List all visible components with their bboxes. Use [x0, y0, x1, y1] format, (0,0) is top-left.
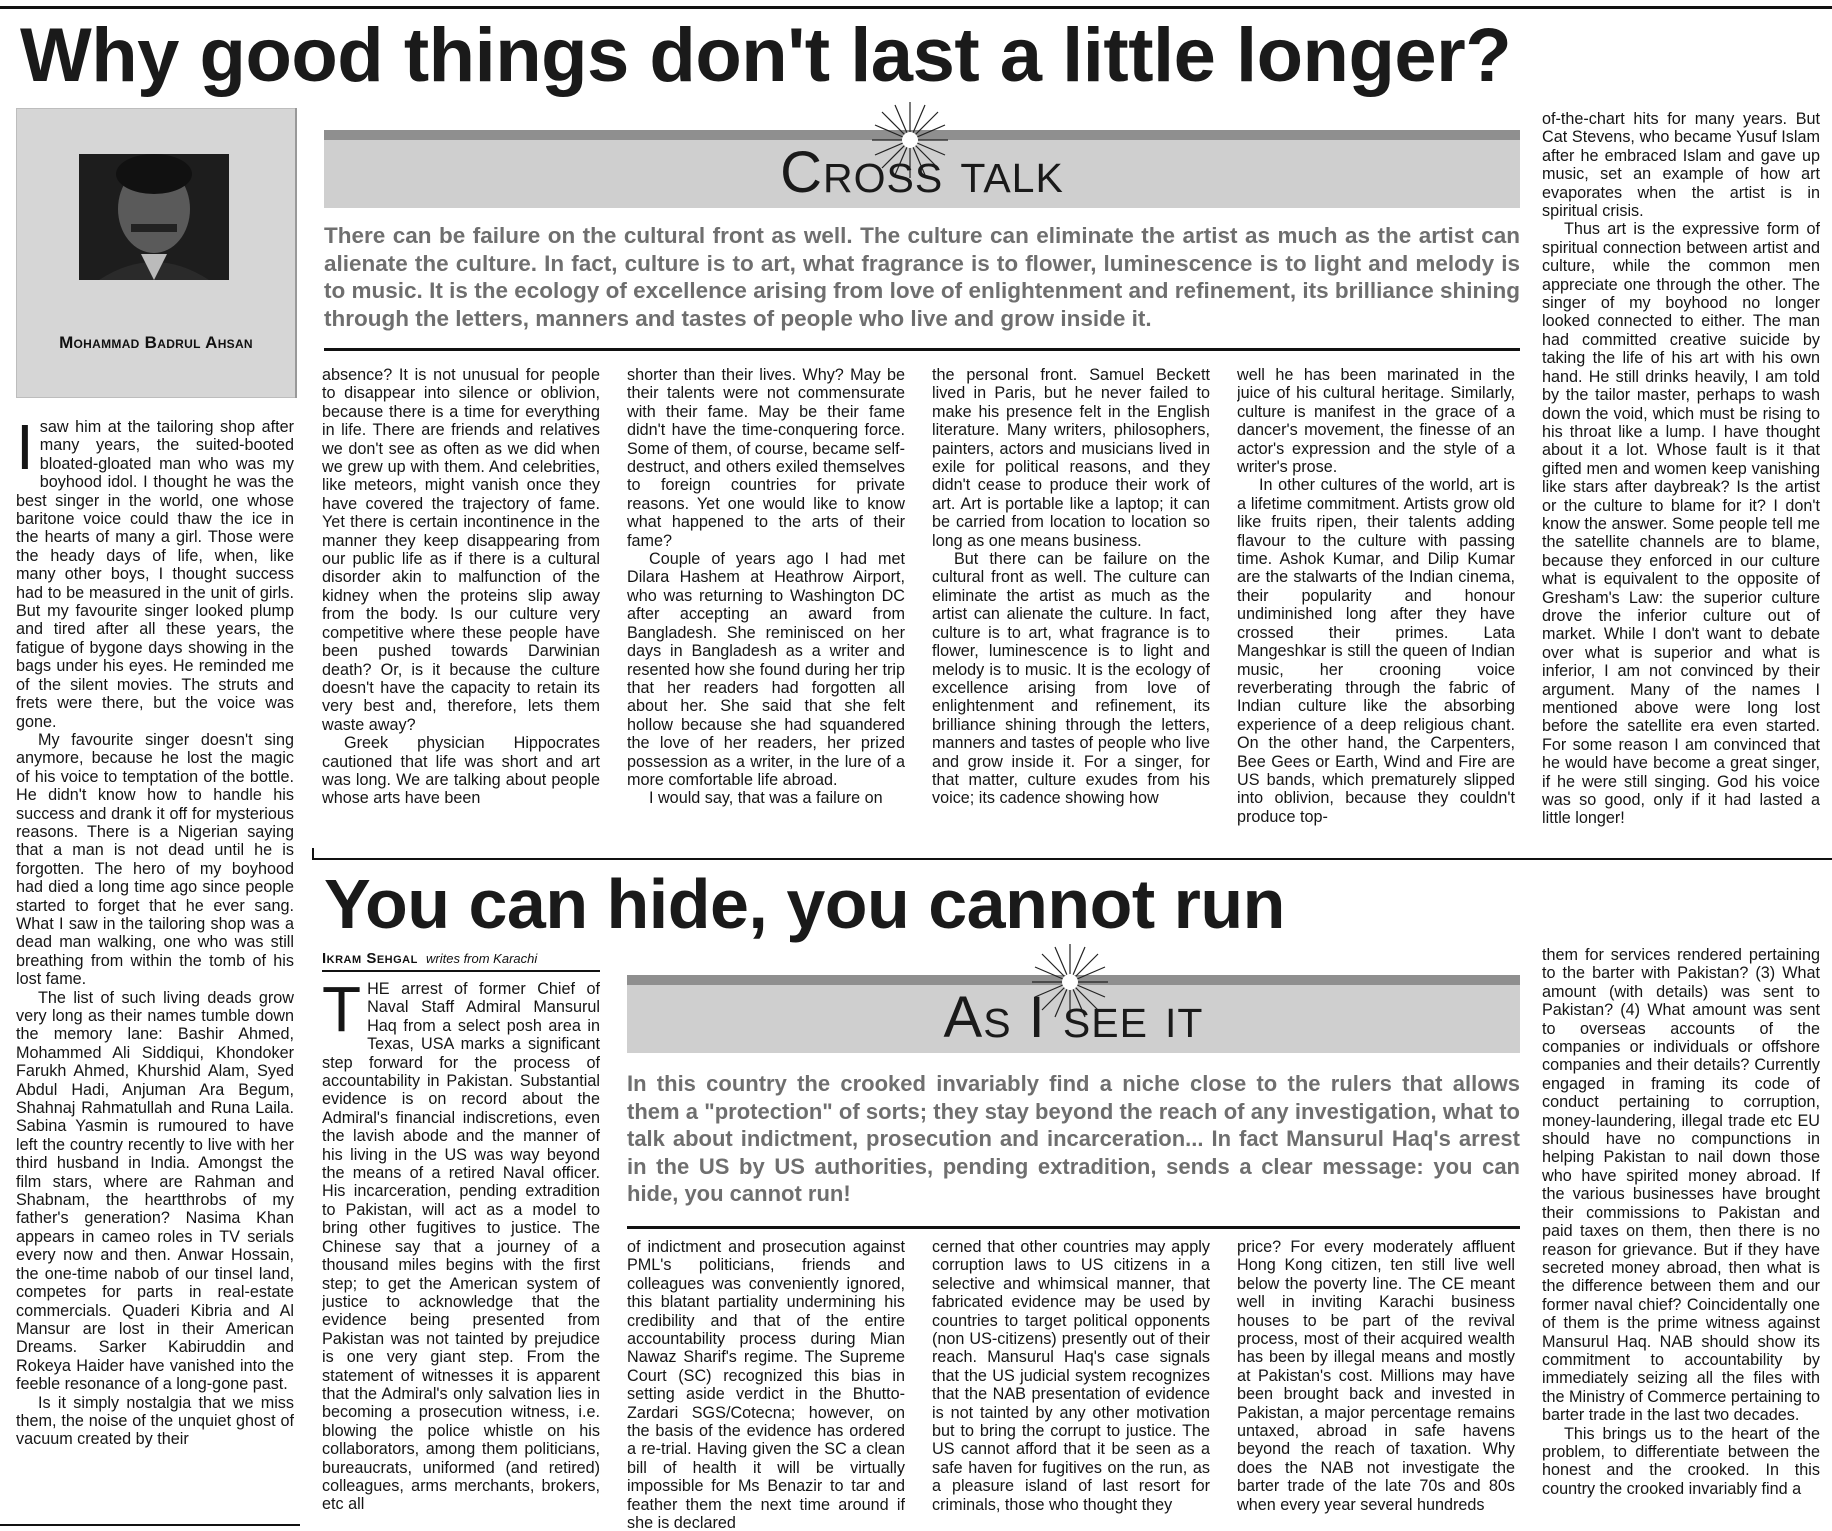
author-photo: [79, 154, 229, 280]
asiseeit-title: As I see it: [943, 985, 1204, 1050]
article1-col1-para: The list of such living deads grow very long as their names tumble down the memory lane: Bashir Ahmed, Mohammed Ali Siddiqui, Khondoker Farukh Ahmed, Khurshid Alam, Syed Abdul Hadi, Anjuman Ara Begum, Shahnaj Rahmatullah and Runa Laila. Sabina Yasmin is rumoured to have left the country recently to live with her third husband in India. Amongst the film stars, where are Rahman and Shabnam, the heartthrobs of my father's generation? Nasima Khan appears in cameo roles in TV serials every now and then. Anwar Hossain, the one-time nabob of our tinsel land, competes for parts in real-estate commercials. Quaderi Kibria and Al Mansur are lost in their American Dreams. Sarker Kabiruddin and Rokeya Haider have vanished into the feeble resonance of a long-gone past.: [16, 988, 294, 1394]
article1-author: Mohammad Badrul Ahsan: [59, 333, 253, 352]
author-photo-box: [16, 108, 296, 398]
article2-col1-para: HE arrest of former Chief of Naval Staff Admiral Mansurul Haq from a select posh area in Texas, USA marks a significant step forward for the process of accountability in Pakistan. Substantial evidence is on record about the Admiral's financial indiscretions, even the lavish abode and the manner of his living in the US was way beyond the means of a retired Naval officer. His incarceration, pending extradition to Pakistan, will act as a model to bring other fugitives to justice. The Chinese say that a journey of a thousand miles begins with the first step; to get the American system of justice to acknowledge that the evidence being presented from Pakistan was not tainted by prejudice is one very giant step. From the statement of witnesses it is apparent that the Admiral's only salvation lies in becoming a prosecution witness, i.e. blowing the police whistle on his collaborators, among them politicians, bureaucrats, uniformed (and retired) colleagues, arms merchants, brokers, etc all: [322, 980, 600, 1514]
article1-col3-para: I would say, that was a failure on: [649, 789, 883, 808]
article1-column-3: [627, 366, 905, 846]
article1-column-1: [16, 418, 294, 1528]
article1-column-5: [1237, 366, 1515, 846]
article1-col5-para: well he has been marinated in the juice of his cultural heritage. Similarly, culture is manifest in the grace of a dancer's movement, the finesse of an actor's expression and the style of a writer's prose.: [1237, 366, 1515, 477]
article1-col3-para: shorter than their lives. Why? May be their talents were not commensurate with their fame. May be their fame didn't have the time-conquering force. Some of them, of course, became self-destruct, and others exiled themselves to foreign countries for private reasons. Yet one would like to know what happened to the arts of their fame?: [627, 366, 905, 550]
author-box-right-rule: [295, 108, 297, 398]
article1-col4-para: the personal front. Samuel Beckett lived in Paris, but he never failed to make his presence felt in the English literature. Many writers, philosophers, painters, actors and musicians lived in exile for political reasons, and they didn't cease to produce their work of art. Art is portable like a laptop; it can be carried from location to location so long as one means business.: [932, 366, 1210, 550]
article1-standfirst: There can be failure on the cultural front as well. The culture can eliminate the artist as much as the artist can alienate the culture. In fact, culture is to art, what fragrance is to flower, luminescence is to light and melody is to music. It is the ecology of excellence arising from love of enlightenment and refinement, its brilliance shining through the letters, manners and tastes of people who live and grow inside it.: [324, 223, 1520, 331]
article1-column-6: [1542, 110, 1820, 846]
article2-col3-para: cerned that other countries may apply corruption laws to US citizens in a selective and whimsical manner, that fabricated evidence may be used by countries to target political opponents (non US-citizens) presently out of their reach. Mansurul Haq's case signals that the US judicial system recognizes that the NAB presentation of evidence is not tainted by any other motivation but to bring the corrupt to justice. The US cannot afford that it be seen as a safe haven for fugitives on the run, as a pleasure island of last resort for criminals, those who thought they: [932, 1238, 1210, 1514]
article1-col1-para: Is it simply nostalgia that we miss them, the noise of the unquiet ghost of vacuum created by their: [16, 1393, 294, 1449]
article-divider: [312, 858, 1832, 860]
article1-col1-para: My favourite singer doesn't sing anymore, because he lost the magic of his voice to temptation of the bottle. He didn't know how to handle his success and drank it off for mysterious reasons. There is a Nigerian saying that a man is not dead until he is forgotten. The hero of my boyhood had died a long time ago since people started to forget that he ever sang. What I saw in the tailoring shop was a dead man walking, one who was still breathing from within the tomb of his lost fame.: [16, 730, 294, 989]
article1-col5-para: In other cultures of the world, art is a lifetime commitment. Artists grow old like fruits ripen, their talents adding flavour to the culture with passing time. Ashok Kumar, and Dilip Kumar are the stalwarts of the Indian cinema, their popularity and honour undiminished long after they have crossed their primes. Lata Mangeshkar is still the queen of Indian music, her crooning voice reverberating through the fabric of Indian culture like the absorbing experience of a deep religious chant. On the other hand, the Carpenters, Bee Gees or Earth, Wind and Fire are US bands, which prematurely slipped into oblivion, because they couldn't produce top-: [1237, 476, 1515, 826]
article1-column-2: [322, 366, 600, 846]
article1-col1-para: saw him at the tailoring shop after many years, the suited-booted bloated-gloated man who was my boyhood idol. I thought he was the best singer in the world, one whose baritone voice could thaw the ice in the hearts of many a girl. Those were the heady days of life, when, like many other boys, I thought success had to be measured in the unit of girls. But my favourite singer looked plump and tired after all these years, the fatigue of bygone days showing in the bags under his eyes. He reminded me of the silent movies. The struts and frets were there, but the voice was gone.: [16, 418, 294, 731]
crosstalk-title: Cross talk: [780, 140, 1064, 205]
article2-headline: You can hide, you cannot run: [324, 865, 1285, 943]
article1-col4-para: But there can be failure on the cultural front as well. The culture can eliminate the artist as much as the artist can alienate the culture. In fact, culture is to art, what fragrance is to flower, luminescence is to light and melody is to music. It is the ecology of excellence arising from love of enlightenment and refinement, its brilliance shining through the letters, manners and tastes of people who live and grow inside it. For a singer, for that matter, culture exudes from his voice; its cadence showing how: [932, 550, 1210, 808]
article2-col4-para: price? For every moderately affluent Hong Kong citizen, ten still live well below the poverty line. The CE meant well in inviting Karachi business houses to be part of the revival process, most of their acquired wealth has been by illegal means and mostly at Pakistan's cost. Millions may have been brought back and invested in Pakistan, a major percentage remains untaxed, abroad in safe havens beyond the reach of taxation. Why does the NAB not investigate the barter trade of the late 70s and 80s when every year several hundreds: [1237, 1238, 1515, 1514]
article1-col6-para: Thus art is the expressive form of spiritual connection between artist and culture, while the common men appreciate one through the other. The singer of my boyhood no longer looked connected to either. The man had committed creative suicide by taking the life of his art with his own hand. He still drinks heavily, I am told by the tailor master, perhaps to wash down the void, which must be rising to his throat like a lump. I have thought about it a lot. Whose fault is it that gifted men and women keep vanishing like stars after daybreak? Is the artist or the culture to blame for it? I don't know the answer. Some people tell me the satellite channels are to blame, because they enforced in our culture what is equivalent to the opposite of Gresham's Law: the superior culture drove the inferior culture out of market. While I don't want to debate over what is superior and what is inferior, I am not convinced by their argument. Many of the names I mentioned above were long lost before the satellite era even started. For some reason I am convinced that he would have become a great singer, if he were still singing. God his voice was so good, only if it had lasted a little longer!: [1542, 220, 1820, 828]
article2-col2-para: of indictment and prosecution against PML's politicians, friends and colleagues was conveniently ignored, this blatant partiality undermining his credibility and that of the entire accountability process during Mian Nawaz Sharif's regime. The Supreme Court (SC) recognized this bias in setting aside verdict in the Bhutto-Zardari SGS/Cotecna; however, on the basis of the evidence has ordered a re-trial. Having given the SC a clean bill of health it will be virtually impossible for Ms Benazir to tar and feather them the next time around if she is declared: [627, 1238, 905, 1531]
article2-standfirst: In this country the crooked invariably find a niche close to the rulers that allows them a "protection" of sorts; they stay beyond the reach of any investigation, what to talk about indictment, prosecution and incarceration... In fact Mansurul Haq's arrest in the US by US authorities, pending extradition, sends a clear message: you can hide, you cannot run!: [627, 1071, 1520, 1206]
article2-byline: [322, 950, 600, 967]
article2-author-suffix: writes from Karachi: [426, 951, 538, 966]
article1-col2-para: Greek physician Hippocrates cautioned that life was short and art was long. We are talking about people whose arts have been: [322, 734, 600, 808]
article2-col5-para: This brings us to the heart of the problem, to differentiate between the honest and the crooked. In this country the crooked invariably find a: [1542, 1424, 1820, 1498]
article2-column-4: [1237, 1238, 1515, 1531]
article2-dropcap: T: [322, 980, 362, 1045]
article2-byline-rule: [322, 970, 600, 972]
article2-author: Ikram Sehgal: [322, 950, 418, 967]
standfirst2-bottom-rule: [627, 1226, 1520, 1229]
article1-column-4: [932, 366, 1210, 846]
standfirst1-bottom-rule: [324, 348, 1520, 351]
article2-column-3: [932, 1238, 1210, 1531]
article1-headline: Why good things don't last a little longer?: [20, 13, 1512, 98]
article2-column-2: [627, 1238, 905, 1531]
top-rule: [0, 6, 1832, 9]
article1-col3-para: Couple of years ago I had met Dilara Hashem at Heathrow Airport, who was returning to Washington DC after accepting an award from Bangladesh. She reminisced on her days in Bangladesh as a writer and resented how she found during her trip that her readers had forgotten all about her. She said that she felt hollow because she had squandered the love of her readers, her prized possession as a writer, in the lure of a more comfortable life abroad.: [627, 550, 905, 789]
article1-col6-para: of-the-chart hits for many years. But Cat Stevens, who became Yusuf Islam after he embraced Islam and gave up music, set an example of how art evaporates when the artist is in spiritual crisis.: [1542, 110, 1820, 221]
article1-col2-para: absence? It is not unusual for people to disappear into silence or oblivion, because there is a time for everything in life. There are friends and relatives we don't see as often as we did when we grew up with them. And celebrities, like meteors, might vanish once they have covered the trajectory of fame. Yet there is certain incontinence in the manner they keep disappearing from our public life as if there is a cultural disorder akin to malfunction of the kidney when the proteins slip away from the body. Is our culture very competitive where these people have been pushed towards Darwinian death? Or, is it because the culture doesn't have the capacity to retain its very best and, therefore, lets them waste away?: [322, 366, 600, 734]
article1-dropcap: I: [16, 418, 34, 483]
article2-col5-para: them for services rendered pertaining to the barter with Pakistan? (3) What amount (with details) was sent to Pakistan? (4) What amount was sent to overseas accounts of the companies or individuals or offshore companies and their details? Currently engaged in framing its code of conduct pertaining to corruption, money-laundering, illegal trade etc EU should have no compunctions in helping Pakistan to nail down those who have spirited money abroad. If the various businesses have brought their commissions to Pakistan and paid taxes on them, then there is no reason for grievance. But if they have secreted money abroad, then what is the difference between them and our former naval chief? Coincidentally one of them is the prime witness against Mansurul Haq. NAB should show its commitment to accountability by immediately seizing all the files with the Ministry of Commerce pertaining to barter trade in the last two decades.: [1542, 946, 1820, 1425]
bottom-left-rule: [0, 1524, 300, 1526]
article2-column-1: [322, 980, 600, 1531]
article2-column-5: [1542, 946, 1820, 1531]
